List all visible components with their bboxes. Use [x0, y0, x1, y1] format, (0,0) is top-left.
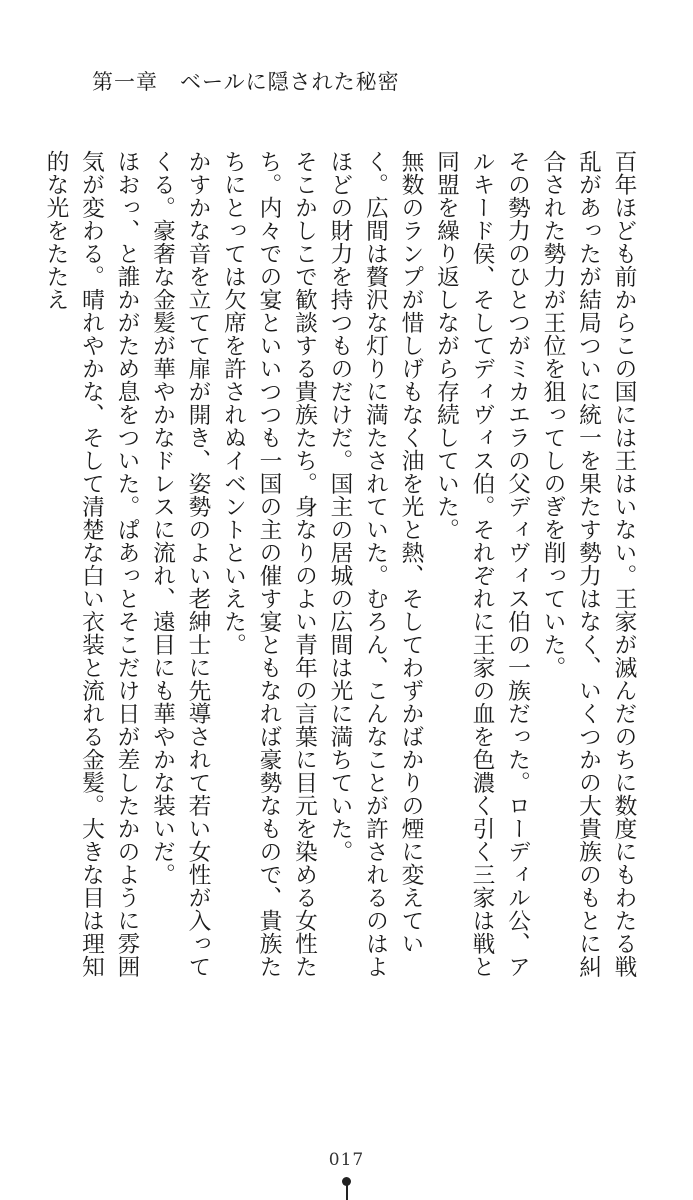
chapter-title: ベールに隠された秘密	[180, 70, 400, 94]
paragraph-4: そこかしこで歓談する貴族たち。身なりのよい青年の言葉に目元を染める女性たち。内々での宴といいつつも一国の主の催す宴ともなれば豪勢なもので、貴族たちにとっては欠席を許されぬイベントといえた。	[220, 150, 318, 978]
running-header	[92, 66, 400, 96]
page-number: 017	[328, 1150, 365, 1170]
vertical-body-text	[41, 150, 641, 1000]
paragraph-1: 百年ほども前からこの国には王はいない。王家が滅んだのちに数度にもわたる戦乱があったが結局ついに統一を果たす勢力はなく、いくつかの大貴族のもとに糾合された勢力が王位を狙ってしのぎを削っていた。	[540, 150, 637, 978]
chapter-label: 第一章	[92, 70, 158, 94]
paragraph-2: その勢力のひとつがミカエラの父ディヴィス伯の一族だった。ローディル公、アルキード侯、そしてディヴィス伯。それぞれに王家の血を色濃く引く三家は戦と同盟を繰り返しながら存続していた。	[433, 150, 531, 978]
paragraph-3: 無数のランプが惜しげもなく油を光と熱、そしてわずかばかりの煙に変えていく。広間は贅沢な灯りに満たされていた。むろん、こんなことが許されるのはよほどの財力を持つものだけだ。国主の居城の広間は光に満ちていた。	[327, 150, 424, 978]
paragraph-6: ほおっ、と誰かがため息をついた。ぱあっとそこだけ日が差したかのように雰囲気が変わる。晴れやかな、そして清楚な白い衣装と流れる金髪。大きな目は理知的な光をたたえ	[43, 150, 140, 978]
page-ornament-stem	[346, 1185, 348, 1200]
paragraph-5: かすかな音を立てて扉が開き、姿勢のよい老紳士に先導されて若い女性が入ってくる。豪奢な金髪が華やかなドレスに流れ、遠目にも華やかな装いだ。	[149, 150, 211, 978]
